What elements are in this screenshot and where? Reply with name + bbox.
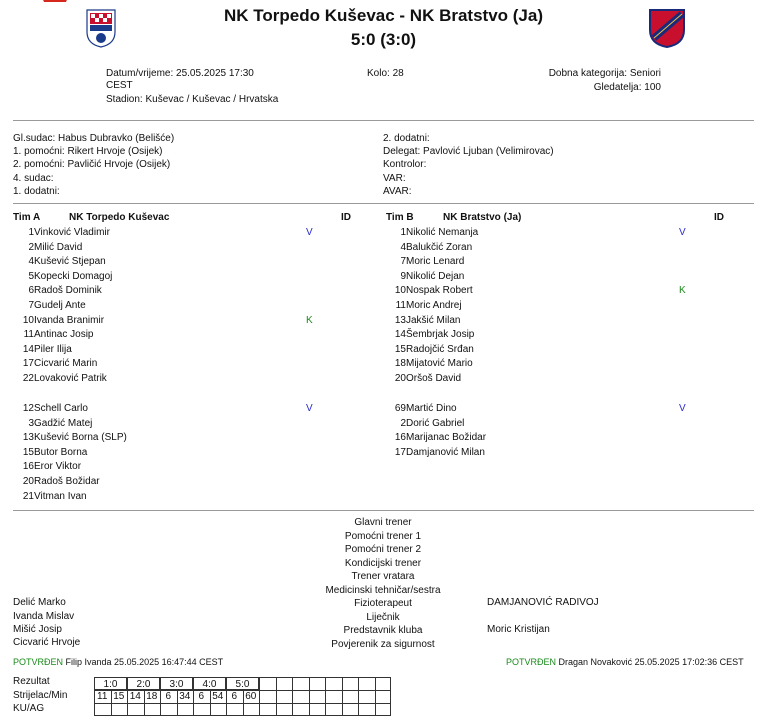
score-scorer: 11 <box>97 691 108 702</box>
player-number: 1 <box>400 227 406 238</box>
player-name: Balukčić Zoran <box>406 241 473 253</box>
official-var: VAR: <box>383 173 406 184</box>
match-score: 5:0 (3:0) <box>350 30 417 49</box>
player-name: Vitman Ivan <box>34 490 87 502</box>
player-number: 7 <box>28 300 34 311</box>
divider <box>13 203 754 204</box>
staff-a-member: Delić Marko <box>13 597 66 608</box>
player-name: Radoš Dominik <box>34 285 102 297</box>
score-cell <box>259 690 276 703</box>
player-number: 9 <box>400 270 406 282</box>
player-number: 2 <box>400 417 406 429</box>
staff-role: Trener vratara <box>351 571 415 582</box>
player-name: Kopecki Domagoj <box>34 270 113 282</box>
player-number: 11 <box>395 300 406 311</box>
player-number: 4 <box>28 256 34 268</box>
player-number: 3 <box>28 417 34 429</box>
staff-role: Fizioterapeut <box>354 598 412 609</box>
score-cell <box>375 677 392 690</box>
player-number: 11 <box>23 329 34 341</box>
player-name: Jakšić Milan <box>406 314 461 326</box>
player-mark: V <box>679 227 686 238</box>
official-avar: AVAR: <box>383 186 412 197</box>
player-number: 4 <box>400 241 406 253</box>
player-number: 17 <box>22 358 34 370</box>
score-label-scorer: Strijelac/Min <box>13 690 68 701</box>
score-scorer: 15 <box>113 691 125 702</box>
score-label-ku: KU/AG <box>13 703 45 714</box>
score-cell <box>325 690 342 703</box>
player-name: Nospak Robert <box>406 285 473 297</box>
team-b-name: NK Bratstvo (Ja) <box>443 212 522 223</box>
player-number: 7 <box>400 256 406 268</box>
top-right-logo <box>693 0 727 2</box>
player-number: 6 <box>28 285 34 297</box>
player-number: 10 <box>394 285 406 297</box>
player-number: 13 <box>22 432 34 444</box>
score-cell <box>325 677 342 690</box>
score-result: 4:0 <box>193 677 226 690</box>
player-name: Ivanda Branimir <box>34 314 105 326</box>
player-number: 17 <box>394 446 406 458</box>
player-name: Oršoš David <box>406 373 462 384</box>
score-scorer: 6 <box>231 691 238 702</box>
score-cell <box>276 703 293 716</box>
staff-role: Povjerenik za sigurnost <box>331 638 435 650</box>
score-cell <box>342 677 359 690</box>
confirm-a-text: Filip Ivanda 25.05.2025 16:47:44 CEST <box>65 657 224 667</box>
score-cell <box>342 703 359 716</box>
player-number: 2 <box>28 241 34 253</box>
top-left-logo <box>38 0 72 2</box>
player-name: Dorić Gabriel <box>406 417 465 429</box>
official-additional-2: 2. dodatni: <box>383 133 430 144</box>
match-title: NK Torpedo Kuševac - NK Bratstvo (Ja) <box>224 6 543 25</box>
score-scorer: 34 <box>179 691 191 702</box>
player-name: Eror Viktor <box>34 461 82 473</box>
staff-role: Kondicijski trener <box>344 557 422 569</box>
player-name: Nikolić Nemanja <box>406 227 479 238</box>
score-cell <box>325 703 342 716</box>
player-mark: K <box>679 285 686 297</box>
player-name: Radojčić Srđan <box>406 343 474 355</box>
player-number: 5 <box>28 270 34 282</box>
player-number: 15 <box>22 446 34 458</box>
player-name: Kušević Borna (SLP) <box>34 432 127 444</box>
score-cell <box>259 677 276 690</box>
staff-role: Predstavnik kluba <box>343 625 423 636</box>
score-cell <box>193 703 210 716</box>
score-cell <box>259 703 276 716</box>
staff-b-member: Moric Kristijan <box>487 624 550 635</box>
score-scorer: 6 <box>198 691 205 702</box>
score-cell <box>358 677 375 690</box>
player-name: Moric Lenard <box>406 256 465 268</box>
official-delegate: Delegat: Pavlović Ljuban (Velimirovac) <box>383 146 554 157</box>
team-a-label: Tim A <box>13 212 41 223</box>
score-cell <box>342 690 359 703</box>
official-main-referee: Gl.sudac: Habus Dubravko (Belišće) <box>13 133 175 144</box>
player-name: Radoš Božidar <box>34 476 100 487</box>
spectators: Gledatelja: 100 <box>593 82 661 93</box>
official-additional-1: 1. dodatni: <box>13 186 60 197</box>
player-number: 1 <box>28 227 34 238</box>
player-number: 20 <box>22 476 34 487</box>
score-cell <box>127 703 144 716</box>
score-cell <box>144 703 161 716</box>
score-cell <box>292 690 309 703</box>
score-cell <box>375 703 392 716</box>
staff-roles <box>283 516 483 651</box>
score-cell <box>276 677 293 690</box>
player-name: Milić David <box>34 241 83 253</box>
score-result: 5:0 <box>226 677 259 690</box>
staff-a-member: Ivanda Mislav <box>13 611 75 622</box>
score-cell <box>210 703 227 716</box>
score-cell <box>226 703 243 716</box>
staff-role: Glavni trener <box>354 517 412 528</box>
player-name: Marijanac Božidar <box>406 432 487 444</box>
confirm-team-a <box>13 657 223 667</box>
player-name: Piler Ilija <box>34 343 72 355</box>
player-name: Antinac Josip <box>34 329 94 341</box>
score-cell <box>243 703 260 716</box>
player-name: Vinković Vladimir <box>34 227 110 238</box>
player-number: 21 <box>22 490 34 502</box>
match-round: Kolo: 28 <box>367 68 404 79</box>
player-mark: V <box>306 403 313 414</box>
player-name: Lovaković Patrik <box>34 373 107 384</box>
staff-b-member: DAMJANOVIĆ RADIVOJ <box>487 597 599 608</box>
player-number: 69 <box>394 403 406 414</box>
score-cell <box>111 703 128 716</box>
staff-role: Pomoćni trener 1 <box>344 530 422 542</box>
player-name: Moric Andrej <box>406 300 462 311</box>
player-name: Damjanović Milan <box>406 446 485 458</box>
staff-a-member: Mišić Josip <box>13 624 62 635</box>
score-cell <box>358 703 375 716</box>
player-name: Kušević Stjepan <box>34 256 106 268</box>
player-number: 20 <box>394 373 406 384</box>
player-mark: V <box>306 227 313 238</box>
score-label-result: Rezultat <box>13 676 50 687</box>
score-cell <box>309 703 326 716</box>
confirm-b-text: Dragan Novaković 25.05.2025 17:02:36 CEST <box>558 657 744 667</box>
player-name: Šembrjak Josip <box>406 329 475 341</box>
official-controller: Kontrolor: <box>383 159 427 170</box>
player-mark: V <box>679 403 686 414</box>
score-result: 2:0 <box>127 677 160 690</box>
staff-role: Liječnik <box>366 611 400 623</box>
official-assistant-1: 1. pomoćni: Rikert Hrvoje (Osijek) <box>13 146 163 157</box>
match-datetime: Datum/vrijeme: 25.05.2025 17:30 <box>106 68 254 79</box>
player-name: Cicvarić Marin <box>34 358 98 370</box>
player-name: Gudelj Ante <box>34 300 86 311</box>
player-number: 12 <box>22 403 34 414</box>
player-number: 10 <box>22 314 34 326</box>
score-cell <box>292 703 309 716</box>
score-scorer: 14 <box>129 691 141 702</box>
score-cell <box>177 703 194 716</box>
player-name: Gadžić Matej <box>34 417 93 429</box>
score-cell <box>358 690 375 703</box>
player-number: 16 <box>394 432 406 444</box>
score-cell <box>160 703 177 716</box>
score-cell <box>292 677 309 690</box>
team-a-name: NK Torpedo Kuševac <box>69 212 170 223</box>
score-cell <box>276 690 293 703</box>
score-scorer: 18 <box>146 691 158 702</box>
confirmed-badge: POTVRĐEN <box>13 657 64 667</box>
divider <box>13 510 754 511</box>
player-number: 18 <box>394 358 406 370</box>
team-b-label: Tim B <box>386 212 414 223</box>
player-number: 16 <box>22 461 34 473</box>
score-scorer: 54 <box>212 691 224 702</box>
player-mark: K <box>306 314 313 326</box>
match-timezone: CEST <box>106 80 133 91</box>
confirmed-badge: POTVRĐEN <box>506 657 557 667</box>
score-cell <box>375 690 392 703</box>
score-scorer: 60 <box>245 691 257 702</box>
age-category: Dobna kategorija: Seniori <box>548 68 661 79</box>
official-assistant-2: 2. pomoćni: Pavličić Hrvoje (Osijek) <box>13 159 171 170</box>
official-fourth: 4. sudac: <box>13 173 54 184</box>
team-a-id-header: ID <box>341 212 351 223</box>
match-stadium: Stadion: Kuševac / Kuševac / Hrvatska <box>106 94 279 105</box>
score-cell <box>94 703 111 716</box>
staff-role: Medicinski tehničar/sestra <box>325 584 441 596</box>
player-number: 14 <box>22 343 34 355</box>
player-name: Schell Carlo <box>34 403 88 414</box>
score-result: 3:0 <box>160 677 193 690</box>
score-result: 1:0 <box>94 677 127 690</box>
staff-a-member: Cicvarić Hrvoje <box>13 637 81 648</box>
score-cell <box>309 677 326 690</box>
player-name: Mijatović Mario <box>406 358 473 370</box>
player-name: Martić Dino <box>406 403 457 414</box>
staff-role: Pomoćni trener 2 <box>344 544 422 555</box>
confirm-team-b <box>506 657 744 667</box>
player-number: 15 <box>394 343 406 355</box>
score-cell <box>309 690 326 703</box>
player-name: Nikolić Dejan <box>406 270 465 282</box>
player-name: Butor Borna <box>34 446 88 458</box>
score-scorer: 6 <box>165 691 172 702</box>
player-number: 13 <box>394 314 406 326</box>
player-number: 14 <box>394 329 406 341</box>
team-b-id-header: ID <box>714 212 724 223</box>
player-number: 22 <box>22 373 34 384</box>
divider <box>13 120 754 121</box>
